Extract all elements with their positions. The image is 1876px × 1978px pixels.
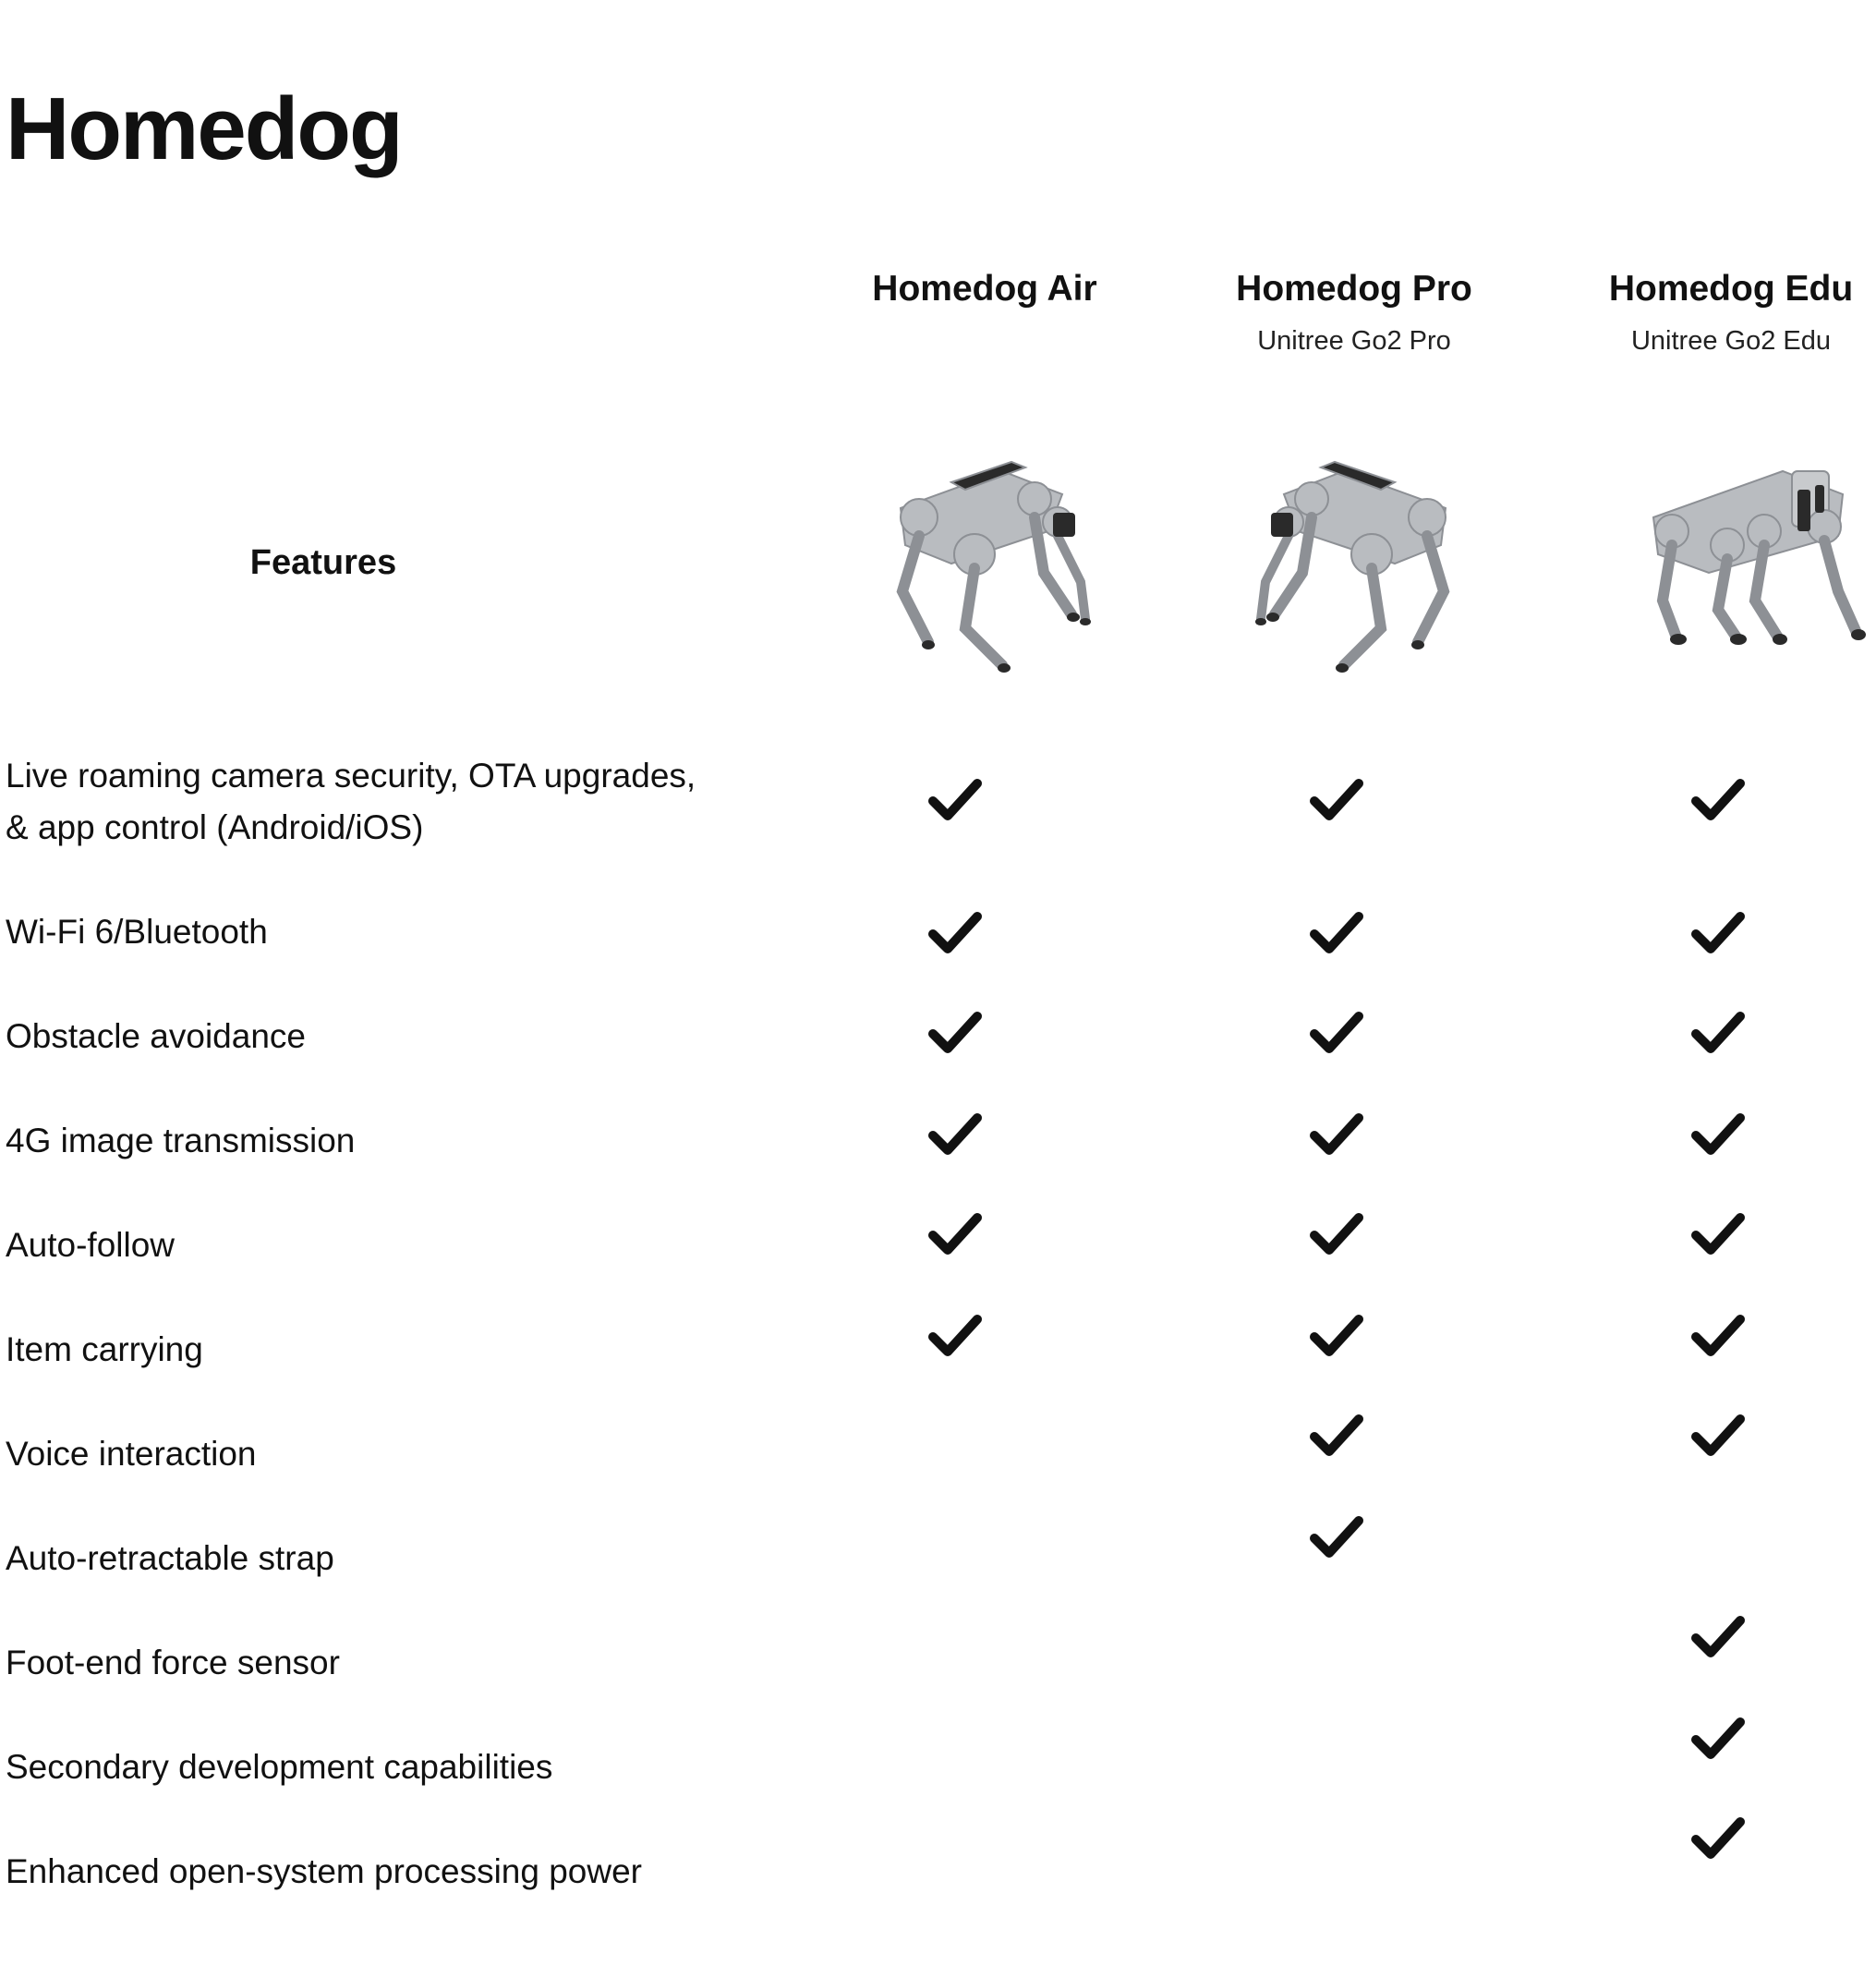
feature-label-line: & app control (Android/iOS): [6, 808, 424, 846]
check-icon: [1309, 1513, 1364, 1561]
check-icon: [1309, 1110, 1364, 1159]
check-icon: [1690, 1312, 1746, 1360]
check-icon: [927, 909, 983, 957]
product-subtitle: Unitree Go2 Edu: [1630, 326, 1831, 356]
feature-label: 4G image transmission: [6, 1122, 356, 1159]
check-icon: [927, 1009, 983, 1057]
check-icon: [1309, 1412, 1364, 1460]
check-icon: [1690, 1412, 1746, 1460]
feature-label: Auto-retractable strap: [6, 1539, 334, 1577]
feature-label: Wi-Fi 6/Bluetooth: [6, 913, 268, 951]
check-icon: [1690, 1210, 1746, 1258]
check-icon: [1690, 1110, 1746, 1159]
product-name: Homedog Air: [872, 269, 1097, 309]
robot-dog-pro-image: [1242, 443, 1483, 684]
feature-label: Voice interaction: [6, 1435, 257, 1473]
check-icon: [1309, 1009, 1364, 1057]
check-icon: [1690, 1814, 1746, 1863]
product-name: Homedog Edu: [1608, 269, 1854, 309]
product-header-edu: [1546, 268, 1876, 357]
feature-label-line: Live roaming camera security, OTA upgrades,: [6, 757, 696, 795]
check-icon: [927, 1312, 983, 1360]
check-icon: [1690, 909, 1746, 957]
feature-label: Item carrying: [6, 1330, 203, 1368]
feature-label: Foot-end force sensor: [6, 1644, 340, 1681]
check-icon: [1690, 776, 1746, 824]
check-icon: [927, 1110, 983, 1159]
robot-dog-edu-image: [1626, 443, 1866, 684]
feature-label: Obstacle avoidance: [6, 1017, 306, 1055]
check-icon: [1690, 1009, 1746, 1057]
feature-label: Auto-follow: [6, 1226, 175, 1264]
check-icon: [1309, 909, 1364, 957]
check-icon: [1690, 1715, 1746, 1763]
feature-label: Secondary development capabilities: [6, 1748, 553, 1786]
page-title: Homedog: [6, 79, 402, 178]
product-header-pro: [1169, 268, 1539, 357]
check-icon: [927, 1210, 983, 1258]
robot-dog-air-image: [864, 443, 1104, 684]
features-heading: Features: [249, 543, 397, 582]
check-icon: [1309, 1210, 1364, 1258]
feature-label: Enhanced open-system processing power: [6, 1852, 642, 1890]
check-icon: [1690, 1613, 1746, 1661]
check-icon: [1309, 776, 1364, 824]
check-icon: [1309, 1312, 1364, 1360]
product-subtitle: Unitree Go2 Pro: [1257, 326, 1451, 356]
feature-label: [6, 750, 696, 854]
check-icon: [927, 776, 983, 824]
product-name: Homedog Pro: [1236, 269, 1472, 309]
product-header-air: [800, 268, 1169, 325]
